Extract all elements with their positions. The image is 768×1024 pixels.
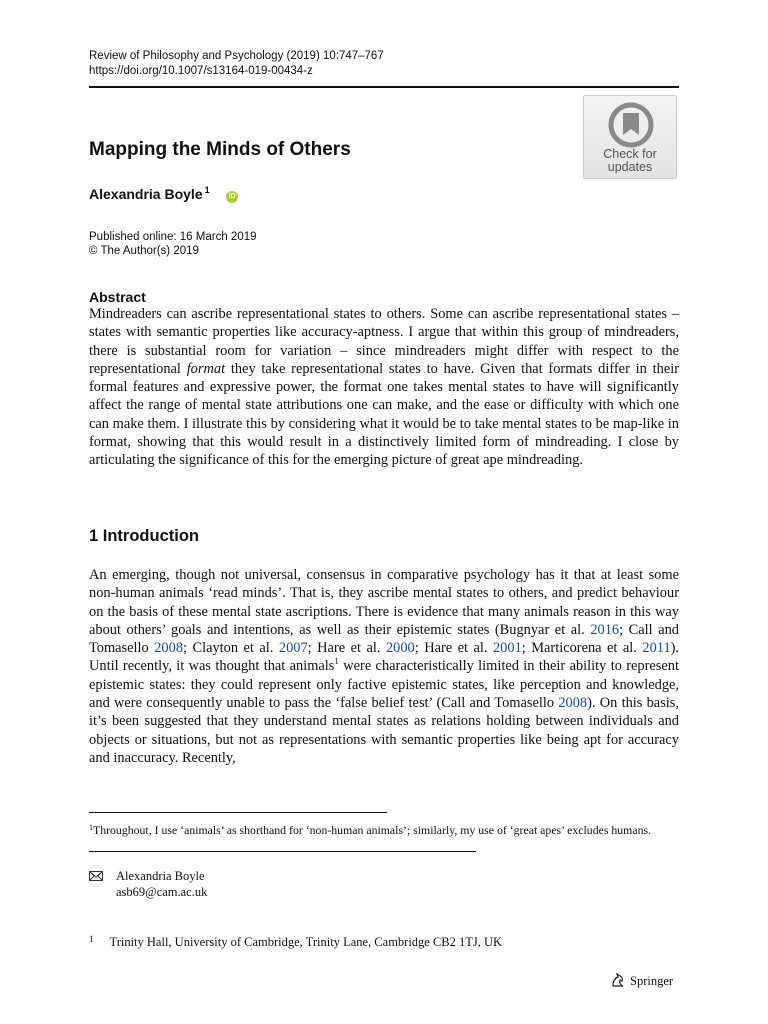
header-rule <box>89 86 679 88</box>
author-affiliation-mark[interactable]: 1 <box>204 185 210 195</box>
orcid-icon[interactable]: iD <box>226 191 238 203</box>
check-updates-label: Check for updates <box>603 147 657 174</box>
springer-horse-icon <box>610 972 626 988</box>
published-date: Published online: 16 March 2019 <box>89 231 257 243</box>
abstract-text: Mindreaders can ascribe representational states to others. Some can ascribe representational states – states with semantic properties like accuracy-aptness. I argue that within this group of mindreaders, there is substantial room for variation – since mindreaders might differ with respect to the representational format they take representational states to have. Given that formats differ in their formal features and expressive power, the format one takes mental states to have will significantly affect the range of mental state attributions one can make, and the ease or difficulty with which one can make them. I illustrate this by considering what it would be to take mental states to be map-like in format, showing that this would result in a distinctively limited form of mindreading. I close by articulating the significance of this for the emerging picture of great ape mindreading. <box>89 306 679 469</box>
footnote-rule <box>89 812 387 813</box>
doi-link[interactable]: https://doi.org/10.1007/s13164-019-00434-z <box>89 65 313 77</box>
journal-header <box>89 49 384 79</box>
footnote-mark: 1 <box>89 823 93 832</box>
publisher-logo <box>610 972 673 989</box>
publisher-name: Springer <box>630 974 674 988</box>
affiliation <box>89 934 502 950</box>
check-updates-icon <box>608 102 654 148</box>
citation-link[interactable]: 2007 <box>278 640 308 657</box>
envelope-icon <box>89 871 103 881</box>
contact-name: Alexandria Boyle <box>116 869 205 883</box>
check-for-updates-badge[interactable] <box>583 95 677 179</box>
citation-link[interactable]: 2001 <box>492 640 522 657</box>
contact-email[interactable]: asb69@cam.ac.uk <box>116 885 208 899</box>
affiliation-text: Trinity Hall, University of Cambridge, Trinity Lane, Cambridge CB2 1TJ, UK <box>109 935 503 949</box>
footnote <box>89 820 685 838</box>
article-title: Mapping the Minds of Others <box>89 139 351 160</box>
copyright: © The Author(s) 2019 <box>89 245 199 257</box>
citation-link[interactable]: 2016 <box>590 621 620 638</box>
footnote-text: Throughout, I use ‘animals’ as shorthand for ‘non-human animals’; similarly, my use of ‘great apes’ excludes humans. <box>93 823 652 837</box>
affiliation-mark: 1 <box>89 934 94 944</box>
author-line <box>89 185 210 202</box>
footnote-link[interactable]: 1 <box>334 656 339 667</box>
publication-info <box>89 230 257 258</box>
footnote-end-rule <box>89 851 476 852</box>
introduction-paragraph: An emerging, though not universal, consensus in comparative psychology has it that at least some non-human animals ‘read minds’. That is, they ascribe mental states to others, and predict behaviour on the basis of these mental state ascriptions. There is evidence that many animals reason in this way about others’ goals and intentions, as well as their epistemic states (Bugnyar et al. 2016; Call and Tomasello 2008; Clayton et al. 2007; Hare et al. 2000; Hare et al. 2001; Marticorena et al. 2011). Until recently, it was thought that animals$^1$ were characteristically limited in their ability to represent epistemic states: they could represent only factive epistemic states, like perception and knowledge, and were consequently unable to pass the ‘false belief test’ (Call and Tomasello 2008). On this basis, it’s been suggested that they understand mental states as relations holding between individuals and objects or situations, but not as representations with semantic properties like being apt for accuracy and inaccuracy. Recently, <box>89 567 680 766</box>
section-heading-introduction: 1 Introduction <box>89 527 199 545</box>
citation-link[interactable]: 2000 <box>385 640 415 657</box>
abstract-heading: Abstract <box>89 289 146 305</box>
journal-citation: Review of Philosophy and Psychology (2019) 10:747–767 <box>89 50 384 62</box>
citation-link[interactable]: 2008 <box>558 695 588 712</box>
citation-link[interactable]: 2008 <box>154 640 184 657</box>
citation-link[interactable]: 2011 <box>642 640 671 657</box>
author-name[interactable]: Alexandria Boyle <box>89 186 203 202</box>
